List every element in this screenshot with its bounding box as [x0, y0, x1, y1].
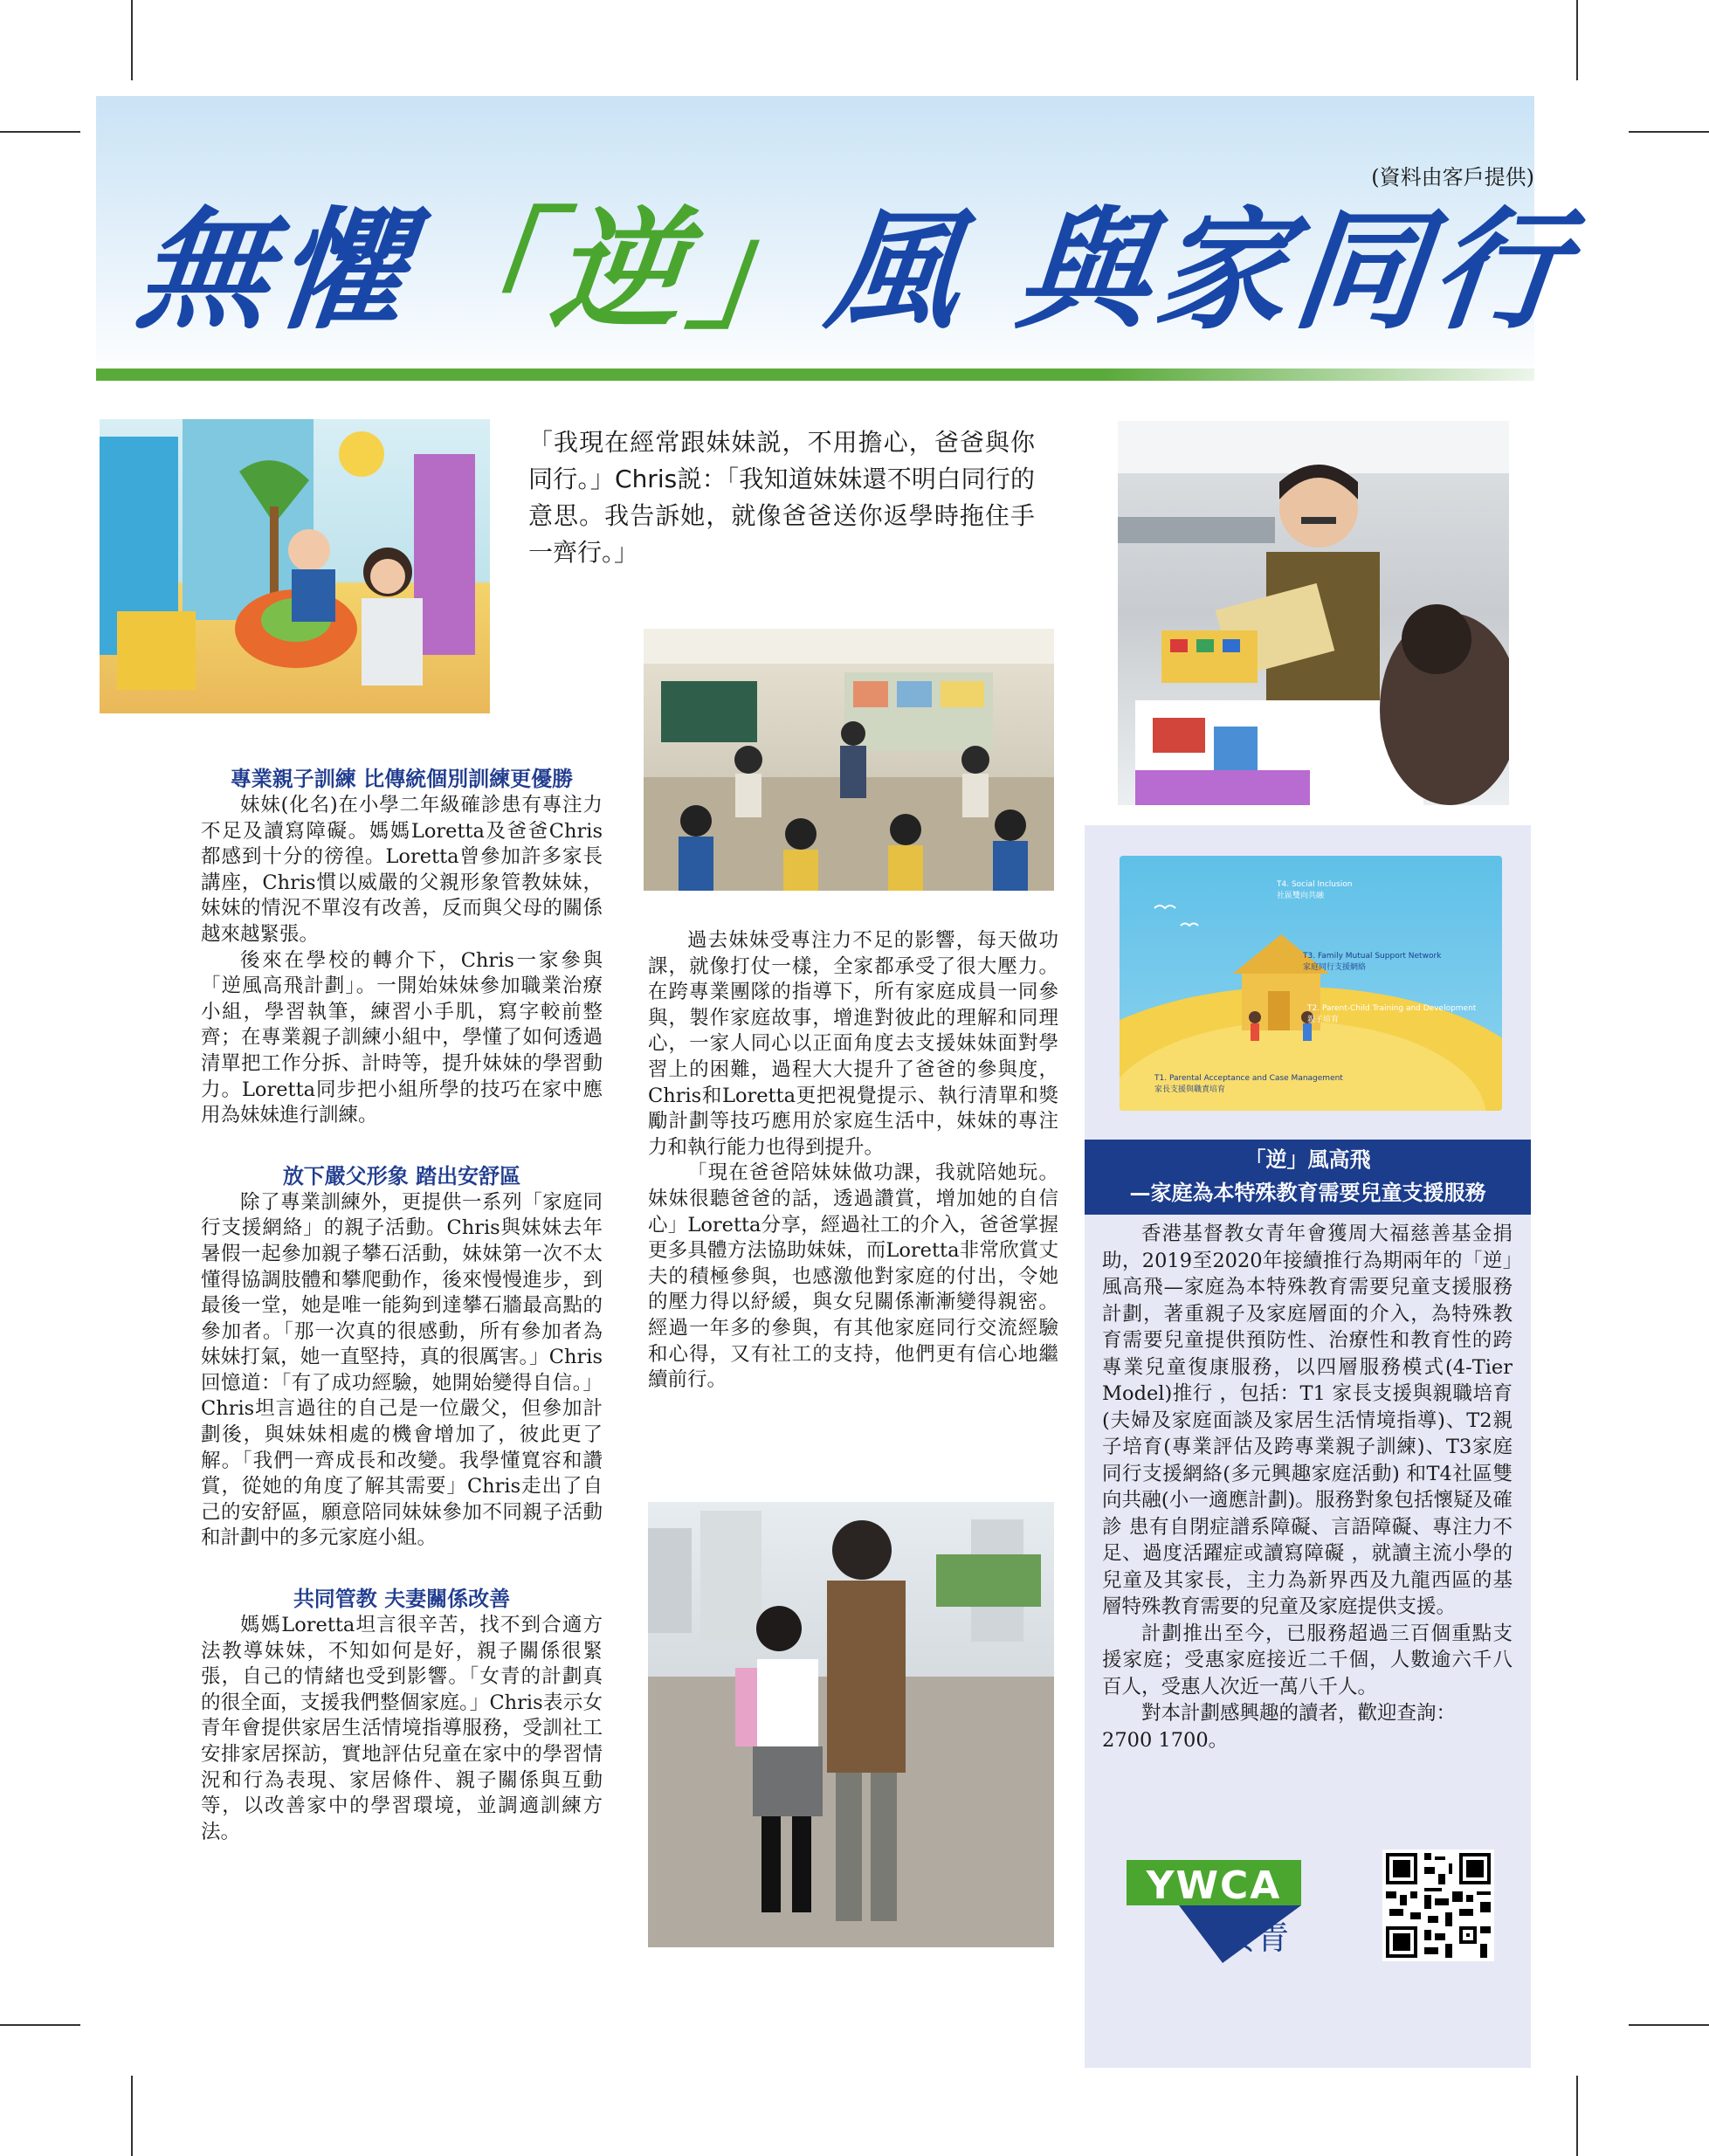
tier-3-zh: 家庭同行支援網絡 [1303, 963, 1367, 972]
middle-column [648, 928, 1058, 1394]
crop-mark [1629, 131, 1709, 133]
tier-1-label [1154, 1074, 1343, 1094]
tier-1-zh: 家長支援與職責培育 [1154, 1085, 1226, 1094]
source-note: (資料由客戶提供) [1371, 165, 1534, 189]
crop-mark [131, 2076, 133, 2156]
section2-paragraph-1: 除了專業訓練外，更提供一系列「家庭同行支援網絡」的親子活動。Chris與妹妹去年暑假一起參加親子攀石活動，妹妹第一次不太懂得協調肢體和攀爬動作，後來慢慢進步，到最後一堂，她是唯一能夠到達攀石牆最高點的參加者。「那一次真的很感動，所有參加者為妹妹打氣，她一直堅持，真的很厲害。」Chris回憶道：「有了成功經驗，她開始變得自信。」Chris坦言過往的自己是一位嚴父，但參加計劃後，與妹妹相處的機會增加了，彼此更了解。「我們一齊成長和改變。我學懂寬容和讚賞，從她的角度了解其需要」Chris走出了自己的安舒區，願意陪同妹妹參加不同親子活動和計劃中的多元家庭小組。 [201, 1190, 603, 1550]
title-part-3: 風 與家同行 [820, 196, 1579, 348]
section1-paragraph-1: 妹妹(化名)在小學二年級確診患有專注力不足及讀寫障礙。媽媽Loretta及爸爸Chris都感到十分的徬徨。Loretta曾參加許多家長講座，Chris慣以威嚴的父親形象管教妹妹，妹妹的情況不單沒有改善，反而與父母的關係越來越緊張。 [201, 794, 603, 946]
section-heading-2: 放下嚴父形象 踏出安舒區 [282, 1162, 521, 1188]
crop-mark [1576, 0, 1578, 80]
sidebar-heading [1085, 1140, 1531, 1215]
tier-2-en: T2. Parent-Child Training and Development [1307, 1004, 1477, 1013]
crop-mark [1576, 2076, 1578, 2156]
page-title [0, 196, 1709, 348]
tier-2-label [1307, 1004, 1476, 1024]
ywca-logo [1127, 1860, 1301, 1965]
tier-4-zh: 社區雙向共融 [1277, 892, 1325, 900]
tier-4-en: T4. Social Inclusion [1277, 880, 1353, 889]
tier-3-label [1303, 952, 1441, 972]
playroom-photo [100, 419, 490, 713]
father-photo [1118, 421, 1509, 805]
pull-quote: 「我現在經常跟妹妹説，不用擔心，爸爸與你同行。」Chris説：「我知道妹妹還不明白同行的意思。我告訴她，就像爸爸送你返學時拖住手一齊行。」 [528, 428, 1035, 567]
section3-paragraph-1: 媽媽Loretta坦言很辛苦，找不到合適方法教導妹妹，不知如何是好，親子關係很緊張，自己的情緒也受到影響。「女青的計劃真的很全面，支援我們整個家庭。」Chris表示女青年會提供家居生活情境指導服務，受訓社工安排家居探訪，實地評估兒童在家中的學習情況和行為表現、家居條件、親子關係與互動等，以改善家中的學習環境，並調適訓練方法。 [201, 1614, 603, 1843]
sidebar-paragraph-2: 計劃推出至今，已服務超過三百個重點支援家庭；受惠家庭接近二千個，人數逾六千八百人，受惠人次近一萬八千人。 [1102, 1622, 1513, 1698]
walking-photo [648, 1502, 1054, 1947]
ywca-logo-en: YWCA [1146, 1863, 1282, 1908]
title-rule [96, 369, 1534, 381]
section-heading-3: 共同管教 夫妻關係改善 [293, 1586, 511, 1612]
title-part-1: 無懼 [130, 196, 423, 348]
crop-mark [0, 131, 80, 133]
crop-mark [1629, 2024, 1709, 2026]
tier-2-zh: 親子培育 [1307, 1016, 1340, 1024]
sidebar-paragraph-1: 香港基督教女青年會獲周大福慈善基金捐助，2019至2020年接續推行為期兩年的「逆」風高飛—家庭為本特殊教育需要兒童支援服務計劃，著重親子及家庭層面的介入，為特殊教育需要兒童提供預防性、治療性和教育性的跨專業兒童復康服務，以四層服務模式(4-Tier Model)推行 ，包括：T1 家長支援與親職培育(夫婦及家庭面談及家居生活情境指導)、T2親子培育(專業評估及跨專業親子訓練)、T3家庭同行支援網絡(多元興趣家庭活動) 和T4社區雙向共融(小一適應計劃)。服務對象包括懷疑及確診 患有自閉症譜系障礙、言語障礙、專注力不足、過度活躍症或讀寫障礙 ，就讀主流小學的兒童及其家長，主力為新界西及九龍西區的基層特殊教育需要的兒童及家庭提供支援。 [1102, 1223, 1513, 1618]
section-heading-1: 專業親子訓練 比傳統個別訓練更優勝 [230, 766, 574, 791]
left-column [201, 765, 603, 1845]
sidebar-heading-line-2: —家庭為本特殊教育需要兒童支援服務 [1129, 1180, 1486, 1205]
section1-paragraph-2: 後來在學校的轉介下，Chris一家參與「逆風高飛計劃」。一開始妹妹參加職業治療小組，學習執筆，練習小手肌，寫字較前整齊；在專業親子訓練小組中，學懂了如何透過清單把工作分拆、計時等，提升妹妹的學習動力。Loretta同步把小組所學的技巧在家中應用為妹妹進行訓練。 [201, 948, 603, 1127]
classroom-photo [644, 629, 1054, 891]
sidebar-phone: 2700 1700。 [1102, 1728, 1229, 1752]
tier-3-en: T3. Family Mutual Support Network [1303, 952, 1442, 961]
ywca-logo-zh: 女青 [1223, 1918, 1290, 1957]
middle-paragraph-1: 過去妹妹受專注力不足的影響，每天做功課，就像打仗一樣，全家都承受了很大壓力。在跨專業團隊的指導下，所有家庭成員一同參與，製作家庭故事，增進對彼此的理解和同理心，一家人同心以正面角度去支援妹妹面對學習上的困難，過程大大提升了爸爸的參與度，Chris和Loretta更把視覺提示、執行清單和獎勵計劃等技巧應用於家庭生活中，妹妹的專注力和執行能力也得到提升。 [648, 929, 1058, 1159]
sidebar-body [1102, 1221, 1513, 1753]
tier-diagram [1120, 856, 1502, 1111]
tier-4-label [1277, 880, 1352, 900]
tier-1-en: T1. Parental Acceptance and Case Management [1154, 1074, 1343, 1083]
title-part-2: 「逆」 [406, 196, 837, 348]
crop-mark [0, 2024, 80, 2026]
sidebar-paragraph-3: 對本計劃感興趣的讀者，歡迎查詢： [1141, 1702, 1457, 1725]
sidebar-heading-line-1: 「逆」風高飛 [1244, 1147, 1371, 1172]
qr-code[interactable] [1382, 1849, 1494, 1961]
crop-mark [131, 0, 133, 80]
middle-paragraph-2: 「現在爸爸陪妹妹做功課，我就陪她玩。妹妹很聽爸爸的話，透過讚賞，增加她的自信心」Loretta分享，經過社工的介入，爸爸掌握更多具體方法協助妹妹，而Loretta非常欣賞丈夫的積極參與，也感激他對家庭的付出，令她的壓力得以紓緩，與女兒關係漸漸變得親密。經過一年多的參與，有其他家庭同行交流經驗和心得，又有社工的支持，他們更有信心地繼續前行。 [648, 1161, 1058, 1392]
